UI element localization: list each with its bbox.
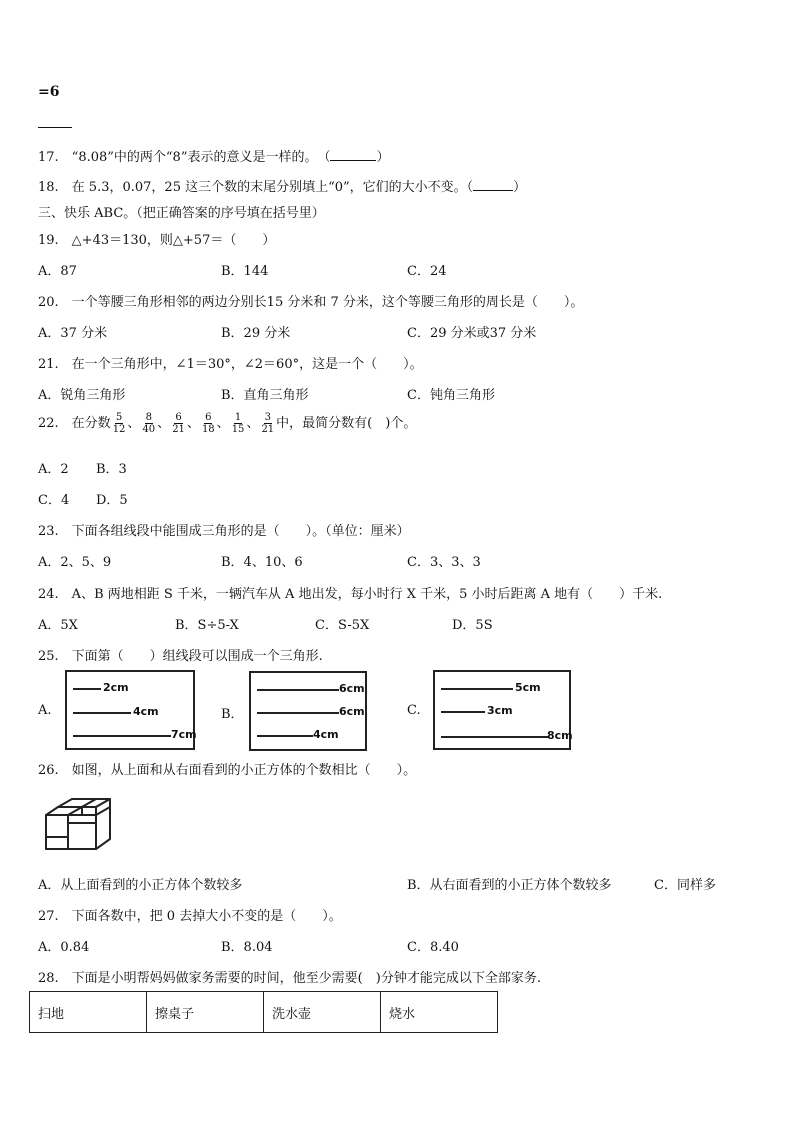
option-21-c[interactable]: C．钝角三角形 [407,388,495,403]
question-22-prefix: 22. 在分数 [38,416,111,431]
segment-line [441,711,485,713]
option-26-b[interactable]: B．从右面看到的小正方体个数较多 [407,878,612,893]
numerator: 1 [234,412,242,423]
table-cell: 洗水壶 [264,992,381,1033]
question-25-text: 25. 下面第（ ）组线段可以围成一个三角形. [38,649,323,664]
segment-line [257,689,339,691]
option-25-a[interactable]: A. [38,703,52,718]
segment-line [257,712,339,714]
numerator: 8 [145,412,152,423]
table-cell: 扫地 [30,992,147,1033]
cube-stack-figure [44,797,114,855]
fraction [171,412,186,435]
denominator: 21 [172,424,185,435]
option-22-d[interactable]: D．5 [96,493,128,508]
question-18-text: 18. 在 5.3，0.07，25 这三个数的末尾分别填上“0”，它们的大小不变。（ [38,180,474,195]
numerator: 5 [115,412,123,423]
segment-label: 6cm [339,705,365,718]
answer-blank-17[interactable] [330,148,376,161]
question-22 [38,412,416,435]
denominator: 15 [231,424,245,435]
segment-label: 4cm [313,728,339,741]
numerator: 6 [175,412,182,423]
segment-line [73,712,131,714]
answer-line [38,127,72,128]
question-23-text: 23. 下面各组线段中能围成三角形的是（ ）。（单位：厘米） [38,524,410,539]
separator: 、 [157,416,171,431]
equation-fragment: =6 [38,84,60,100]
segment-label: 4cm [133,705,159,718]
separator: 、 [246,416,260,431]
numerator: 3 [264,412,271,423]
option-24-c[interactable]: C．S-5X [315,618,370,633]
segment-figure-b [249,671,367,751]
denominator: 40 [142,424,156,435]
separator: 、 [186,416,200,431]
question-19-text: 19. △+43＝130，则△+57＝（ ） [38,233,276,248]
option-26-c[interactable]: C．同样多 [654,878,716,893]
question-27-text: 27. 下面各数中，把 0 去掉大小不变的是（ ）。 [38,909,342,924]
option-27-b[interactable]: B．8.04 [221,940,273,955]
question-17-close: ） [376,150,390,165]
numerator: 6 [205,412,212,423]
answer-blank-18[interactable] [473,178,513,191]
option-20-b[interactable]: B．29 分米 [221,326,291,341]
question-26-text: 26. 如图，从上面和从右面看到的小正方体的个数相比（ ）。 [38,763,417,778]
segment-line [257,735,313,737]
question-17-text: 17. “8.08”中的两个“8”表示的意义是一样的。 （ [38,150,331,165]
denominator: 21 [261,424,275,435]
option-25-c[interactable]: C. [407,703,421,718]
option-19-a[interactable]: A．87 [38,264,77,279]
option-24-a[interactable]: A．5X [38,618,78,633]
fraction [260,412,275,435]
option-23-a[interactable]: A．2、5、9 [38,555,112,570]
option-25-b[interactable]: B． [221,707,244,722]
option-23-b[interactable]: B．4、10、6 [221,555,303,570]
segment-label: 8cm [547,729,573,742]
segment-line [73,735,171,737]
question-28-text: 28. 下面是小明帮妈妈做家务需要的时间，他至少需要( )分钟才能完成以下全部家务. [38,971,541,986]
segment-line [441,688,513,690]
segment-label: 5cm [515,681,541,694]
segment-label: 3cm [487,704,513,717]
fraction [201,412,216,435]
separator: 、 [127,416,141,431]
table-cell: 烧水 [381,992,498,1033]
option-22-a[interactable]: A．2 [38,462,69,477]
question-21-text: 21. 在一个三角形中，∠1＝30°，∠2＝60°，这是一个（ ）。 [38,357,423,372]
fraction [231,412,246,435]
option-21-a[interactable]: A．锐角三角形 [38,388,126,403]
option-19-c[interactable]: C．24 [407,264,447,279]
question-18-close: ） [513,180,527,195]
fraction [141,412,156,435]
fraction [112,412,127,435]
option-19-b[interactable]: B．144 [221,264,269,279]
chores-table [29,991,498,1033]
option-22-c[interactable]: C．4 [38,493,70,508]
question-18 [38,176,526,195]
option-23-c[interactable]: C．3、3、3 [407,555,481,570]
denominator: 18 [201,424,215,435]
question-22-suffix: 中，最简分数有( )个。 [276,416,417,431]
option-26-a[interactable]: A．从上面看到的小正方体个数较多 [38,878,243,893]
segment-label: 7cm [171,728,197,741]
table-cell: 擦桌子 [147,992,264,1033]
section-heading: 三、快乐 ABC。（把正确答案的序号填在括号里） [38,206,325,221]
option-24-d[interactable]: D．5S [452,618,493,633]
option-21-b[interactable]: B．直角三角形 [221,388,309,403]
segment-label: 6cm [339,682,365,695]
segment-label: 2cm [103,681,129,694]
segment-line [441,736,549,738]
segment-line [73,688,101,690]
question-20-text: 20. 一个等腰三角形相邻的两边分别长15 分米和 7 分米，这个等腰三角形的周长是（ ）。 [38,295,584,310]
denominator: 12 [112,424,126,435]
question-17 [38,146,390,165]
table-row [30,992,498,1033]
option-20-a[interactable]: A．37 分米 [38,326,108,341]
option-27-c[interactable]: C．8.40 [407,940,459,955]
separator: 、 [216,416,230,431]
question-24-text: 24. A、B 两地相距 S 千米，一辆汽车从 A 地出发，每小时行 X 千米，5 小时后距离 A 地有（ ）千米. [38,587,663,602]
segment-figure-c [433,670,571,750]
option-24-b[interactable]: B．S÷5-X [175,618,239,633]
segment-figure-a [65,670,195,750]
option-27-a[interactable]: A．0.84 [38,940,90,955]
option-22-b[interactable]: B．3 [96,462,127,477]
option-20-c[interactable]: C．29 分米或37 分米 [407,326,537,341]
